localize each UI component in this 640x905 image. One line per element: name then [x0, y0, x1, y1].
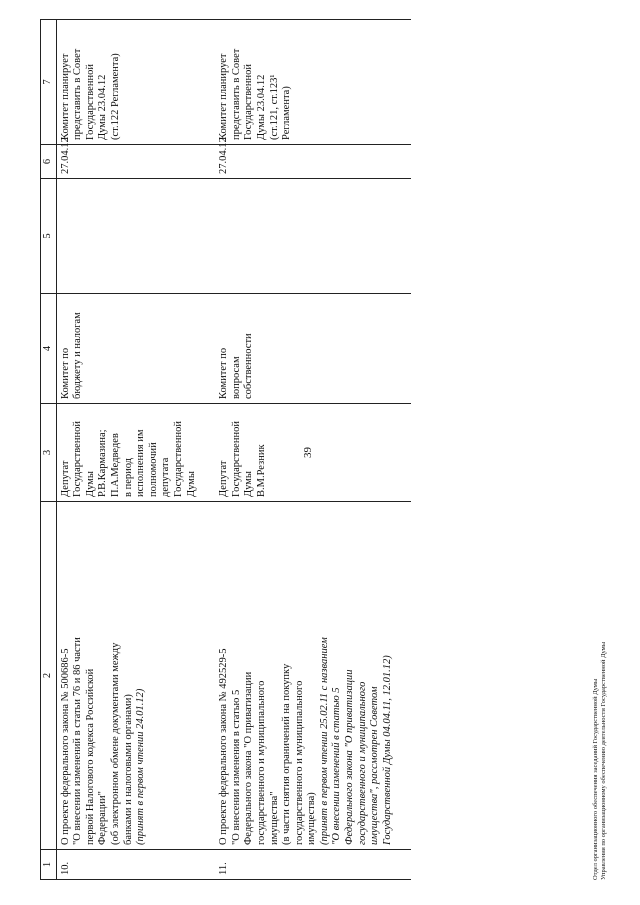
cell-text-line: исполнения им: [135, 429, 147, 497]
spacer-cell: [397, 404, 411, 502]
cell-text-line: бюджету и налогам: [72, 312, 84, 399]
cell-text-line: в период: [122, 457, 134, 497]
cell-text-line: "О внесении изменения в статью 5: [230, 689, 242, 845]
header-cell: 2: [41, 502, 57, 850]
cell-text-line: "О внесении изменений в статьи 76 и 86 части: [72, 637, 84, 845]
cell-text-line: (принят в первом чтении 25.02.11 с названием: [318, 637, 330, 845]
cell-text-line: депутата: [160, 457, 172, 497]
author-cell: [215, 404, 397, 502]
cell-text-line: Государственной: [230, 421, 242, 497]
cell-text-line: банками и налоговыми органами): [122, 694, 134, 845]
column-5-cell: [56, 179, 201, 294]
header-cell: 7: [41, 20, 57, 145]
cell-text-line: Думы: [243, 471, 255, 497]
cell-text-line: Думы 23.04.12: [255, 74, 267, 140]
cell-text-line: Комитет планирует: [59, 53, 71, 140]
cell-text-line: Думы: [84, 471, 96, 497]
cell-text-line: (ст.122 Регламента): [109, 53, 121, 140]
cell-text-line: Комитет по: [59, 347, 71, 399]
bill-title-cell: [215, 502, 397, 850]
rotated-page: [40, 20, 460, 880]
spacer-cell: [201, 850, 215, 880]
cell-text-line: Регламента): [281, 86, 293, 140]
note-cell: [56, 20, 201, 145]
committee-cell: [56, 294, 201, 404]
agenda-table: [40, 19, 411, 880]
cell-text-line: Думы: [185, 471, 197, 497]
bill-title-cell: [56, 502, 201, 850]
cell-text-line: (в части снятия ограничений на покупку: [281, 663, 293, 845]
cell-text-line: Депутат: [59, 460, 71, 497]
cell-text-line: полномочий: [147, 442, 159, 497]
note-cell: [215, 20, 397, 145]
cell-text-line: (об электронном обмене документами между: [109, 642, 121, 845]
cell-text-line: Государственной: [72, 421, 84, 497]
cell-text-line: П.А.Медведев: [109, 433, 121, 497]
table-body: [56, 20, 411, 880]
spacer-row: [201, 20, 215, 880]
header-cell: 1: [41, 850, 57, 880]
header-cell: 3: [41, 404, 57, 502]
spacer-cell: [201, 145, 215, 179]
cell-text-line: Государственной: [172, 421, 184, 497]
header-row: [41, 20, 57, 880]
spacer-cell: [397, 20, 411, 145]
cell-text-line: 10.: [59, 861, 71, 875]
cell-text-line: Федерального закона "О приватизации: [344, 669, 356, 845]
date-cell: [56, 137, 201, 179]
cell-text-line: государственного и муниципального: [356, 681, 368, 845]
footer-line: Отдел организационного обеспечения заседаний Государственной Думы: [592, 678, 599, 880]
header-cell: 6: [41, 145, 57, 179]
cell-text-line: Федерации": [97, 791, 109, 845]
cell-text-line: Федерального закона "О приватизации: [243, 671, 255, 845]
cell-text-line: имущества", рассмотрен Советом: [369, 686, 381, 845]
cell-text-line: государственного и муниципального: [293, 680, 305, 845]
spacer-cell: [397, 145, 411, 179]
cell-text-line: имущества): [306, 792, 318, 845]
spacer-row: [397, 20, 411, 880]
spacer-cell: [201, 179, 215, 294]
cell-text-line: представить в Совет: [72, 48, 84, 140]
date-cell: [215, 137, 397, 179]
header-cell: 5: [41, 179, 57, 294]
cell-text-line: Депутат: [218, 460, 230, 497]
cell-text-line: Комитет планирует: [218, 53, 230, 140]
footer: [592, 460, 608, 880]
header-cell: 4: [41, 294, 57, 404]
cell-text-line: первой Налогового кодекса Российской: [84, 668, 96, 845]
spacer-cell: [397, 850, 411, 880]
committee-cell: [215, 294, 397, 404]
cell-text-line: О проекте федерального закона № 500686-5: [59, 648, 71, 845]
table-row: [56, 20, 201, 880]
cell-text-line: вопросам: [230, 356, 242, 399]
cell-text-line: (ст.121, ст.123¹: [268, 74, 280, 140]
cell-text-line: собственности: [243, 333, 255, 399]
row-number-cell: [56, 850, 201, 880]
cell-text-line: Р.В.Кармазина;: [97, 429, 109, 497]
cell-text-line: 11.: [218, 862, 230, 875]
spacer-cell: [397, 502, 411, 850]
cell-text-line: (принят в первом чтении 24.01.12): [135, 688, 147, 845]
spacer-cell: [201, 20, 215, 145]
spacer-cell: [397, 179, 411, 294]
cell-text-line: 27.04.12: [218, 137, 230, 174]
cell-text-line: Государственной: [243, 64, 255, 140]
cell-text-line: государственного и муниципального: [255, 680, 267, 845]
cell-text-line: представить в Совет: [230, 48, 242, 140]
author-cell: [56, 404, 201, 502]
column-5-cell: [215, 179, 397, 294]
page-number: 39: [302, 447, 314, 458]
cell-text-line: О проекте федерального закона № 492529-5: [218, 648, 230, 845]
cell-text-line: Думы 23.04.12: [97, 74, 109, 140]
spacer-cell: [201, 502, 215, 850]
footer-line: Управления по организационному обеспечению деятельности Государственной Думы: [600, 641, 607, 880]
table-row: [215, 20, 397, 880]
spacer-cell: [201, 294, 215, 404]
cell-text-line: "О внесении изменений в статью 5: [331, 687, 343, 845]
row-number-cell: [215, 850, 397, 880]
spacer-cell: [397, 294, 411, 404]
cell-text-line: 27.04.12: [59, 137, 71, 174]
cell-text-line: Комитет по: [218, 347, 230, 399]
cell-text-line: Государственной Думы 04.04.11, 12.01.12): [381, 655, 393, 845]
cell-text-line: Государственной: [84, 64, 96, 140]
spacer-cell: [201, 404, 215, 502]
cell-text-line: имущества": [268, 791, 280, 845]
cell-text-line: В.М.Резник: [255, 444, 267, 497]
